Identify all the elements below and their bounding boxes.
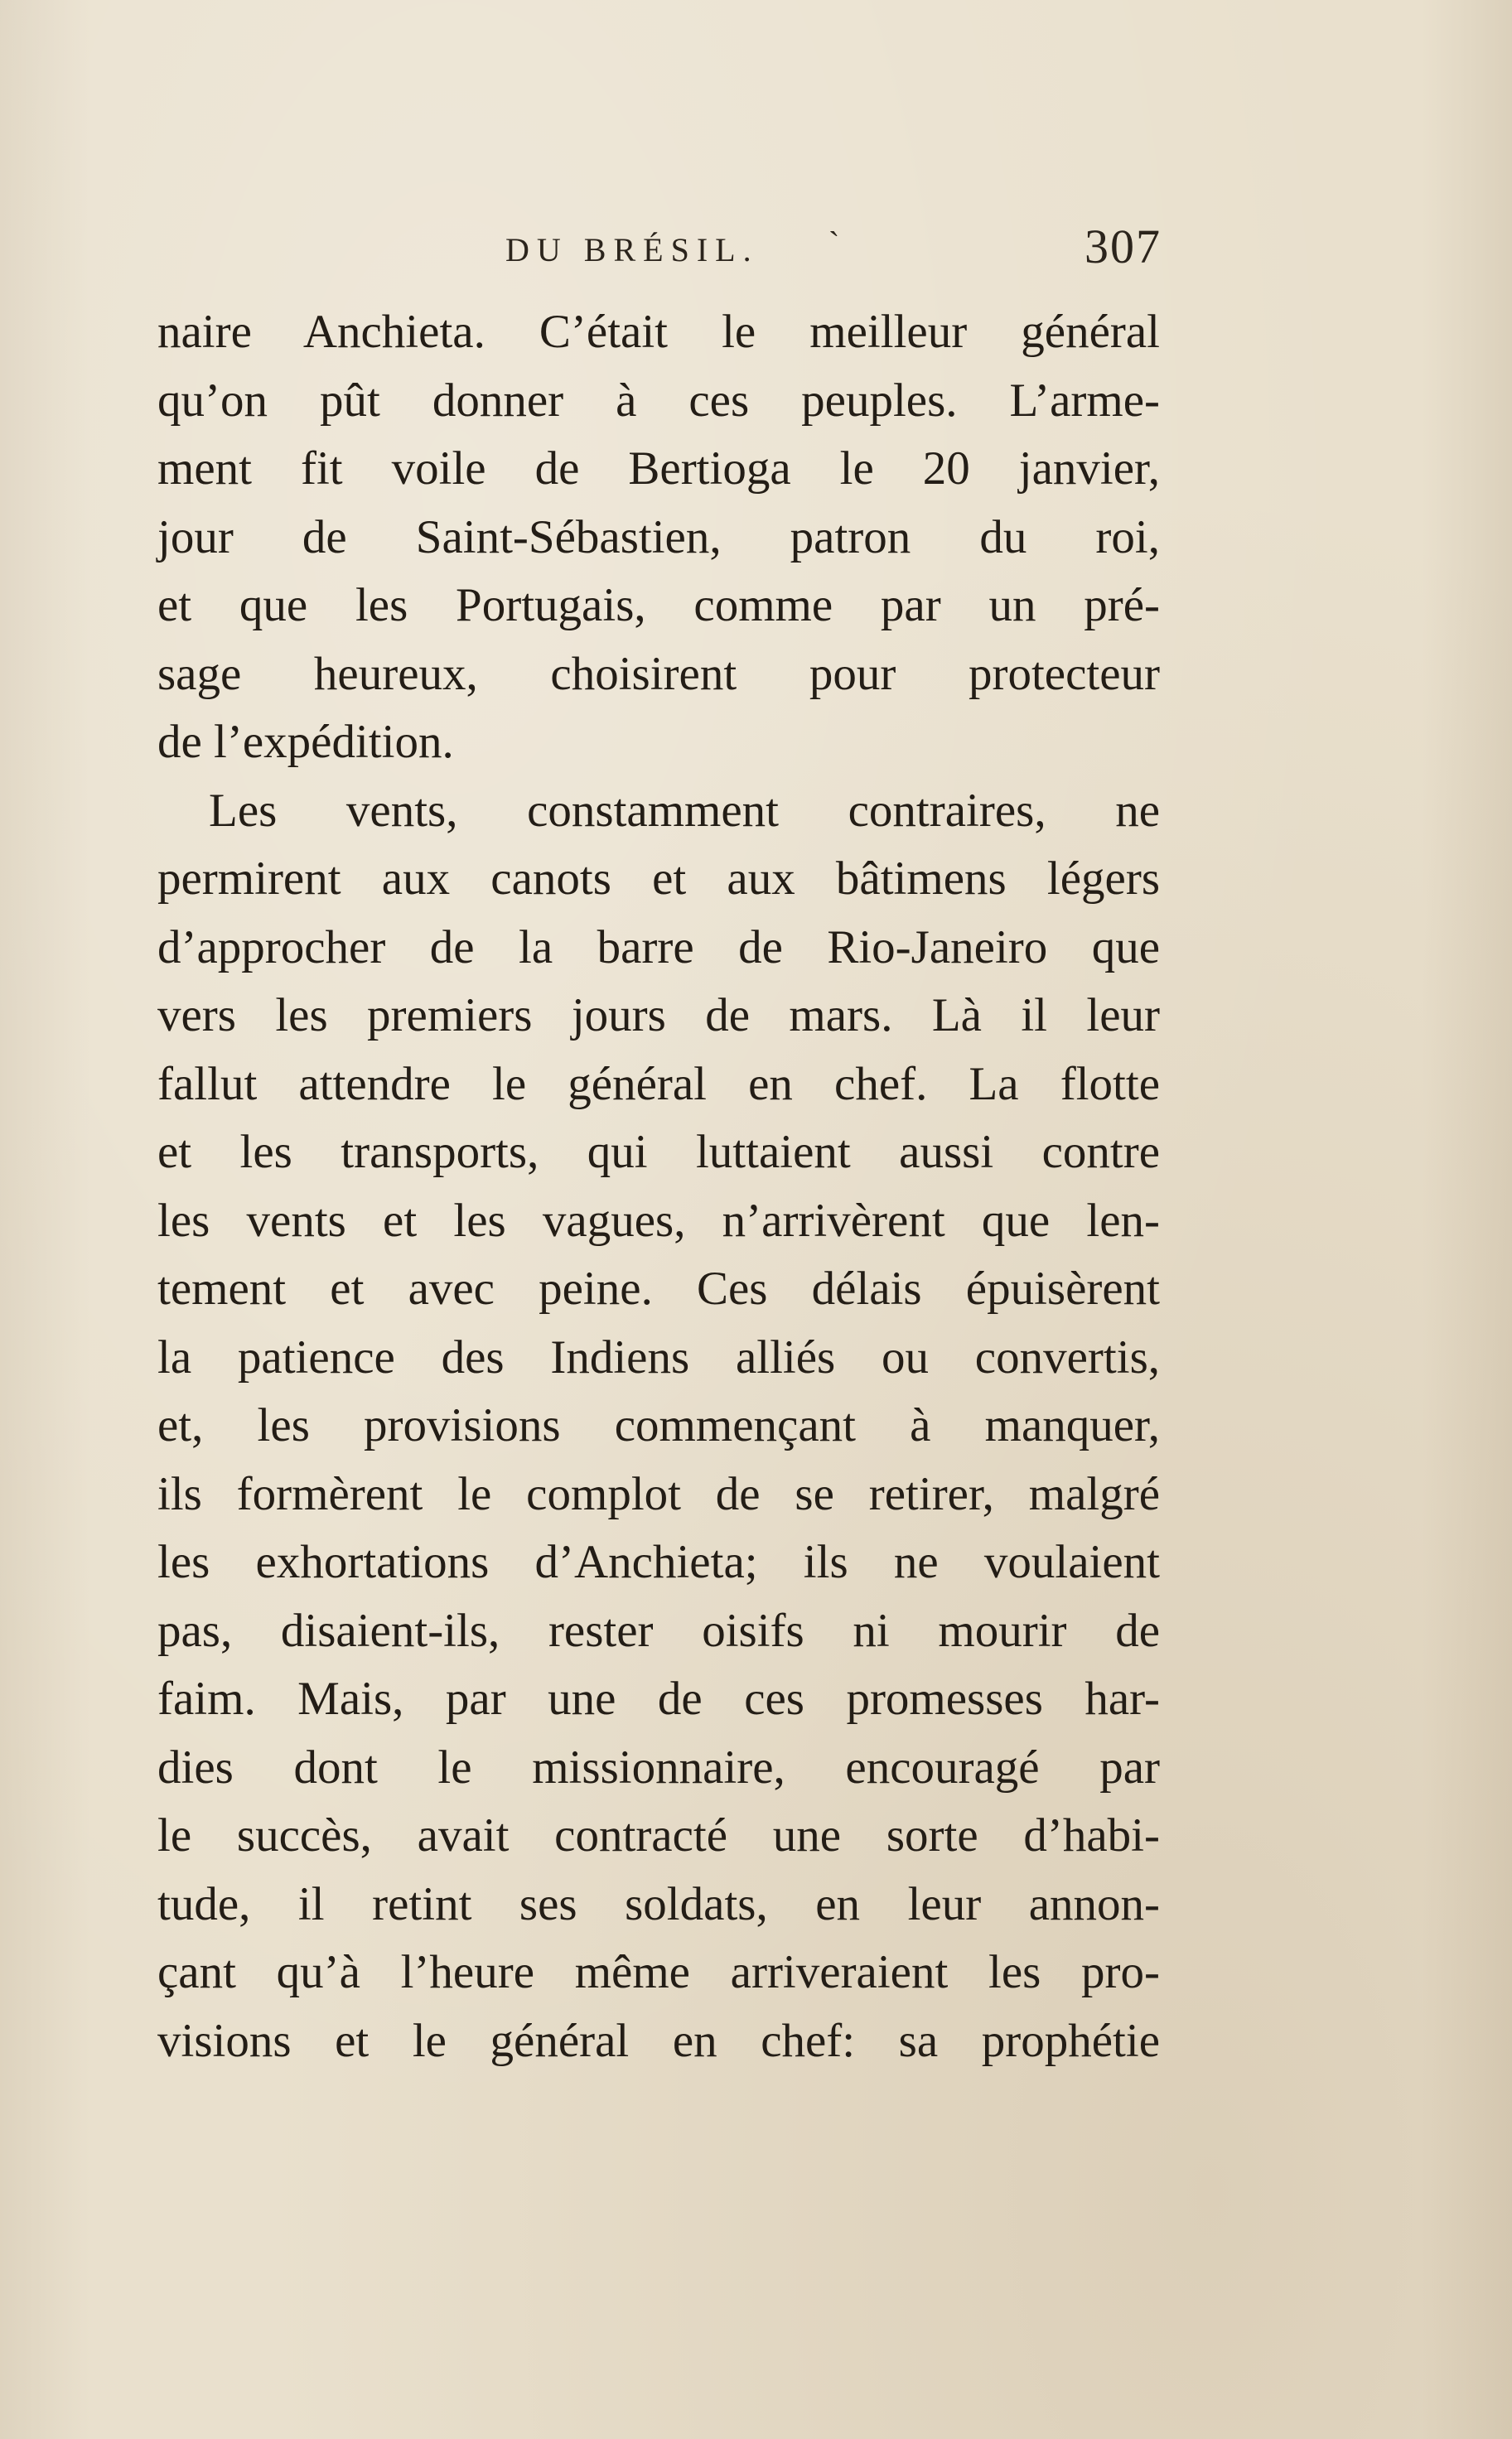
running-head-mark: `: [828, 225, 840, 262]
running-head: [157, 220, 1162, 282]
text-line: et les transports, qui luttaient aussi contre: [157, 1126, 1160, 1178]
text-line: tude, il retint ses soldats, en leur annon-: [157, 1877, 1160, 1930]
text-line: d’approcher de la barre de Rio-Janeiro que: [157, 920, 1160, 973]
running-title: DU BRÉSIL.: [505, 231, 759, 268]
text-line: ment fit voile de Bertioga le 20 janvier,: [157, 442, 1160, 495]
text-line: fallut attendre le général en chef. La flotte: [157, 1057, 1160, 1110]
text-line: pas, disaient-ils, rester oisifs ni mourir de: [157, 1604, 1160, 1657]
text-line: et que les Portugais, comme par un pré-: [157, 579, 1160, 631]
text-line: faim. Mais, par une de ces promesses har-: [157, 1673, 1160, 1725]
text-line: çant qu’à l’heure même arriveraient les pro-: [157, 1946, 1160, 1998]
text-line: de l’expédition.: [157, 716, 454, 768]
text-line: les vents et les vagues, n’arrivèrent que len-: [157, 1194, 1160, 1247]
text-line: permirent aux canots et aux bâtimens légers: [157, 852, 1160, 905]
text-line: tement et avec peine. Ces délais épuisèrent: [157, 1263, 1160, 1315]
text-line: et, les provisions commençant à manquer,: [157, 1399, 1160, 1451]
text-line: vers les premiers jours de mars. Là il leur: [157, 989, 1160, 1041]
text-line: jour de Saint-Sébastien, patron du roi,: [157, 510, 1160, 563]
page-number: 307: [1084, 220, 1162, 273]
text-line: dies dont le missionnaire, encouragé par: [157, 1741, 1160, 1794]
text-line: les exhortations d’Anchieta; ils ne voulaient: [157, 1536, 1160, 1588]
text-line: qu’on pût donner à ces peuples. L’arme-: [157, 374, 1160, 427]
text-line: la patience des Indiens alliés ou convertis,: [157, 1331, 1160, 1384]
text-line: Les vents, constamment contraires, ne: [209, 784, 1160, 837]
body-text: [157, 298, 1160, 2075]
text-line: naire Anchieta. C’était le meilleur général: [157, 306, 1160, 358]
text-line: le succès, avait contracté une sorte d’habi-: [157, 1809, 1160, 1862]
text-line: visions et le général en chef: sa prophétie: [157, 2014, 1160, 2067]
text-line: sage heureux, choisirent pour protecteur: [157, 647, 1160, 700]
text-line: ils formèrent le complot de se retirer, malgré: [157, 1467, 1160, 1520]
